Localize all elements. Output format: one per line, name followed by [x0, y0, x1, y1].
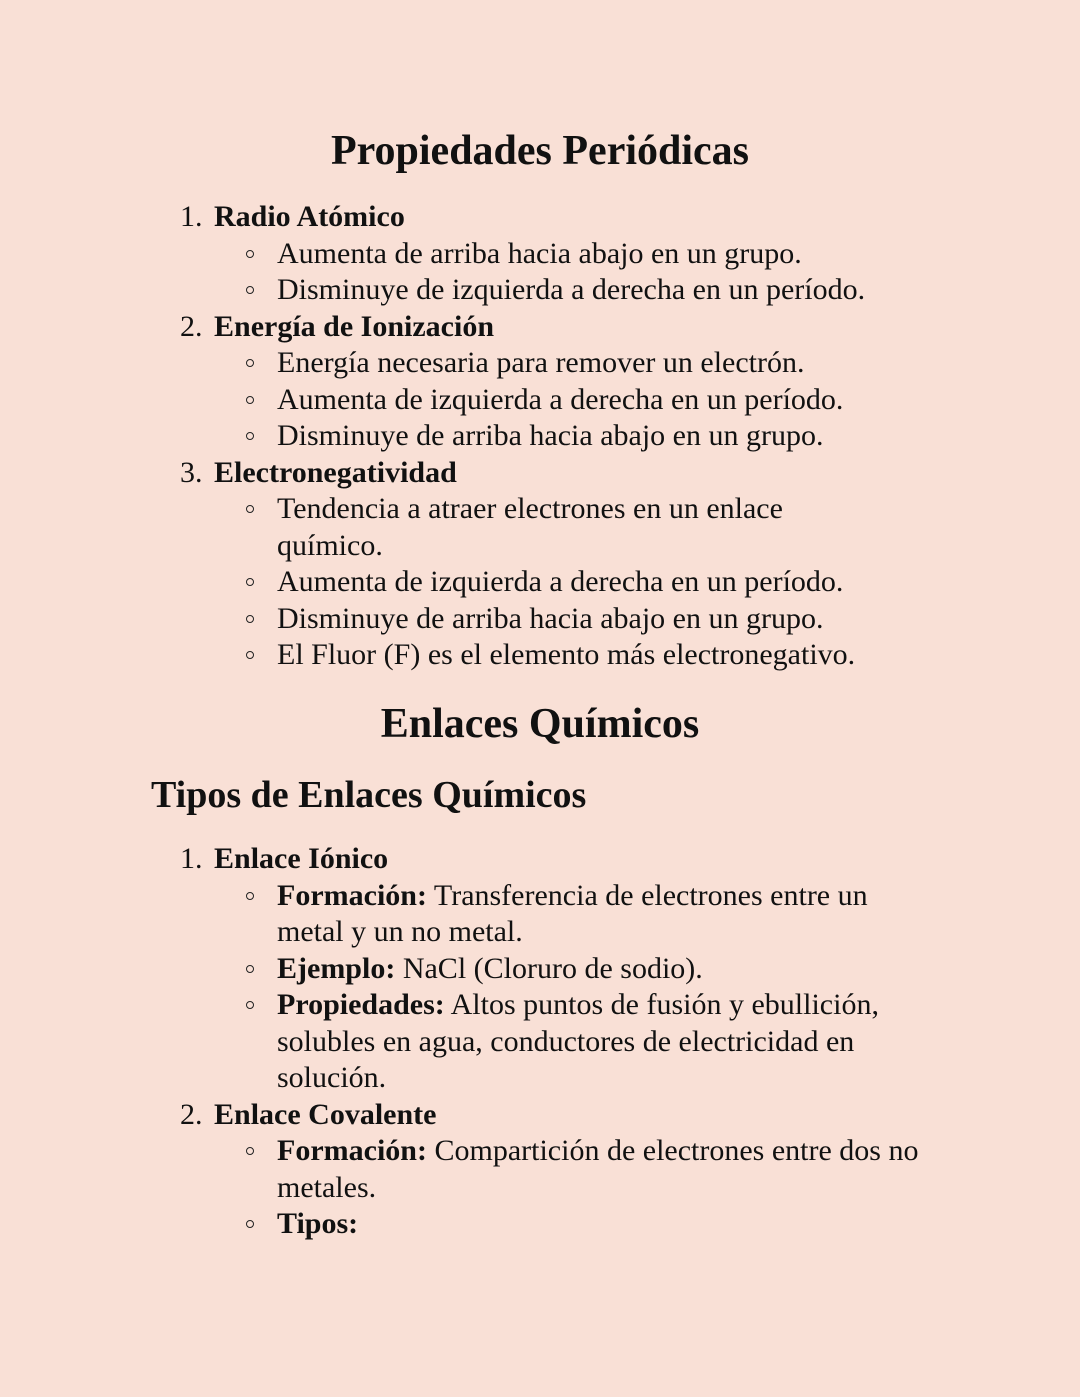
bullet-icon [246, 615, 254, 623]
bullet-item [180, 878, 940, 951]
bullet-text: El Fluor (F) es el elemento más electronegativo. [277, 638, 856, 671]
bullet-text: Altos puntos de fusión y ebullición, solubles en agua, conductores de electricidad en solución. [277, 988, 879, 1094]
section-title-propiedades: Propiedades Periódicas [330, 128, 750, 174]
bullet-item [180, 1133, 940, 1206]
item-number: 1. [180, 200, 203, 233]
bullet-item [180, 637, 940, 674]
list-item [180, 309, 940, 346]
bullet-item [180, 236, 940, 273]
item-number: 2. [180, 1097, 203, 1131]
bullet-text: Aumenta de izquierda a derecha en un período. [277, 382, 844, 416]
bullet-item [180, 491, 940, 564]
item-title: Enlace Iónico [214, 842, 389, 875]
bullet-item [180, 1206, 940, 1243]
bullet-icon [246, 651, 254, 659]
subsection-title-tipos: Tipos de Enlaces Químicos [151, 774, 587, 816]
bullet-text: Aumenta de izquierda a derecha en un período. [277, 565, 844, 598]
bullet-text: NaCl (Cloruro de sodio). [395, 951, 703, 985]
list-item [180, 455, 940, 492]
item-title: Radio Atómico [214, 200, 405, 233]
bullet-item [180, 345, 940, 382]
bullet-icon [246, 359, 254, 367]
bullet-text: Disminuye de arriba hacia abajo en un grupo. [277, 419, 824, 452]
item-title: Electronegatividad [214, 455, 457, 489]
bullet-item [180, 272, 940, 309]
bullet-label: Ejemplo: [277, 951, 396, 985]
bullet-icon [246, 1147, 254, 1155]
item-title: Energía de Ionización [214, 309, 495, 343]
list-item [180, 1097, 940, 1134]
propiedades-list [180, 199, 940, 674]
enlaces-list [180, 841, 940, 1243]
bullet-text: Transferencia de electrones entre un metal y un no metal. [277, 878, 868, 948]
bullet-text: Aumenta de arriba hacia abajo en un grupo. [277, 236, 802, 270]
bullet-text: Energía necesaria para remover un electrón. [277, 346, 805, 379]
bullet-label: Tipos: [277, 1207, 359, 1240]
bullet-item [180, 601, 940, 638]
bullet-icon [246, 1220, 254, 1228]
bullet-icon [246, 250, 254, 258]
bullet-text: Disminuye de arriba hacia abajo en un grupo. [277, 601, 824, 635]
bullet-label: Propiedades: [277, 988, 445, 1021]
bullet-icon [246, 505, 254, 513]
bullet-icon [246, 1001, 254, 1009]
bullet-icon [246, 965, 254, 973]
bullet-item [180, 951, 940, 988]
bullet-icon [246, 432, 254, 440]
section-title-enlaces: Enlaces Químicos [380, 701, 700, 747]
bullet-item [180, 382, 940, 419]
bullet-item [180, 564, 940, 601]
bullet-icon [246, 396, 254, 404]
bullet-label: Formación: [277, 878, 427, 912]
bullet-icon [246, 892, 254, 900]
list-item [180, 841, 940, 878]
list-item [180, 199, 940, 236]
bullet-text: Disminuye de izquierda a derecha en un período. [277, 273, 866, 306]
item-title: Enlace Covalente [214, 1097, 437, 1131]
item-number: 1. [180, 842, 203, 875]
item-number: 3. [180, 455, 203, 489]
bullet-icon [246, 578, 254, 586]
bullet-label: Formación: [277, 1134, 427, 1167]
bullet-item [180, 987, 940, 1097]
bullet-icon [246, 286, 254, 294]
bullet-text: Compartición de electrones entre dos no metales. [277, 1134, 919, 1204]
bullet-text: Tendencia a atraer electrones en un enlace químico. [277, 492, 783, 562]
bullet-item [180, 418, 940, 455]
item-number: 2. [180, 309, 203, 343]
